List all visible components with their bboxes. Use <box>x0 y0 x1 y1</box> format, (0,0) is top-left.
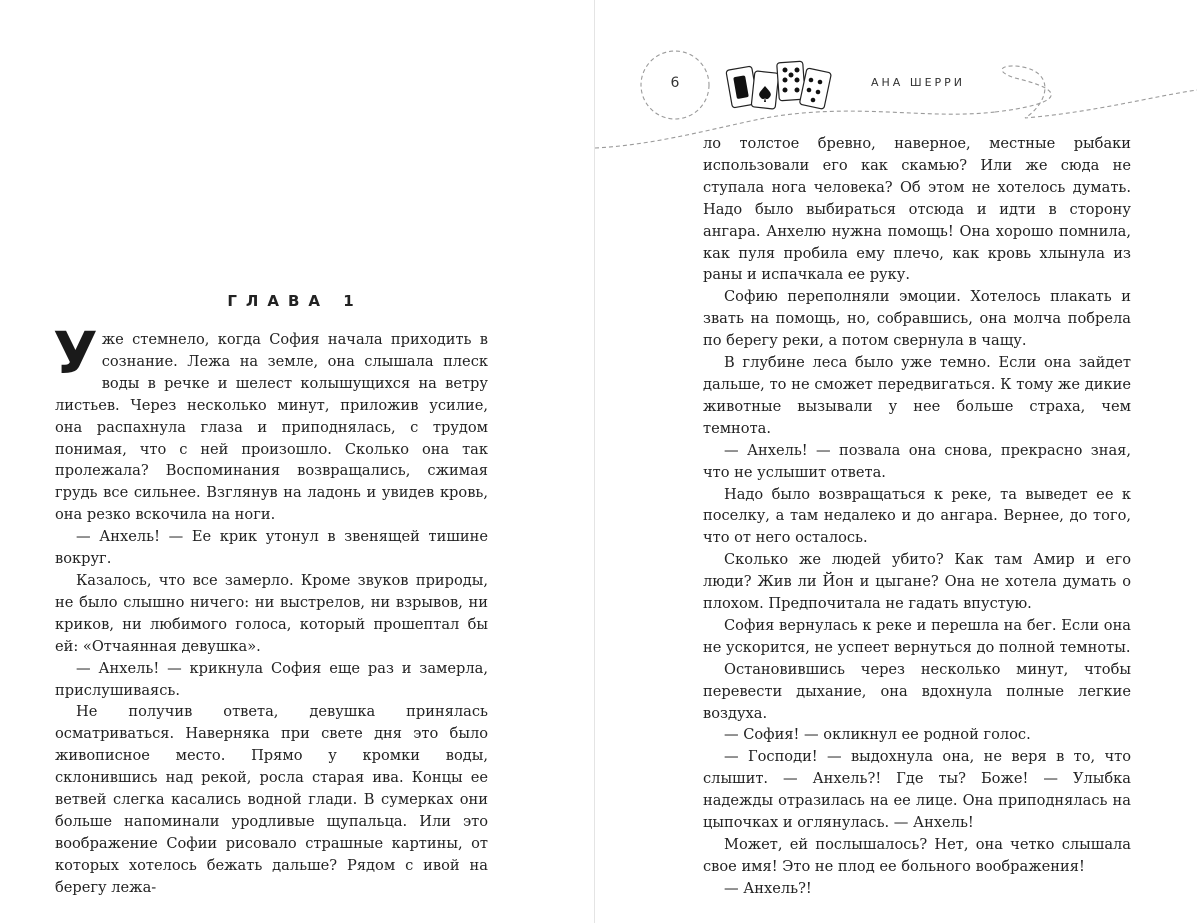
drop-cap: У <box>53 319 98 387</box>
paragraph: Не получив ответа, девушка принялась осматриваться. Наверняка при свете дня это было живописное место. Прямо у кромки воды, склонившись над рекой, росла старая ива. Концы ее ветвей слегка касались водной глади. В сумерках они больше напоминали уродливые щупальца. Или это воображение Софии рисовало страшные картины, от которых хотелось бежать дальше? Рядом с ивой на берегу лежа- <box>55 703 488 896</box>
opening-paragraph <box>53 319 488 526</box>
paragraph: — Анхель?! <box>724 879 812 897</box>
opening-paragraph-text: же стемнело, когда София начала приходить в сознание. Лежа на земле, она слышала плеск воды в речке и шелест колышущихся на ветру листьев. Через несколько минут, приложив усилие, она распахнула глаза и приподнялась, с трудом понимая, что с ней произошло. Сколько она так пролежала? Воспоминания возвращались, сжимая грудь все сильнее. Взглянув на ладонь и увидев кровь, она резко вскочила на ноги. <box>55 331 488 524</box>
playing-cards-icon <box>723 58 843 118</box>
page-header <box>595 0 1197 150</box>
chapter-title: ГЛАВА 1 <box>227 292 363 310</box>
paragraph: — София! — окликнул ее родной голос. <box>724 726 1031 744</box>
running-head-author: АНА ШЕРРИ <box>871 76 966 89</box>
paragraph: София вернулась к реке и перешла на бег. Если она не ускорится, не успеет вернуться до полной темноты. <box>703 616 1131 656</box>
paragraph: — Анхель! — позвала она снова, прекрасно зная, что не услышит ответа. <box>703 441 1131 481</box>
paragraph: Софию переполняли эмоции. Хотелось плакать и звать на помощь, но, собравшись, она молча побрела по берегу реки, а потом свернула в чащу. <box>703 288 1131 350</box>
paragraph: Сколько же людей убито? Как там Амир и его люди? Жив ли Йон и цыгане? Она не хотела думать о плохом. Предпочитала не гадать впустую. <box>703 551 1131 613</box>
paragraph: В глубине леса было уже темно. Если она зайдет дальше, то не сможет передвигаться. К тому же дикие животные вызывали у нее больше страха, чем темнота. <box>703 354 1131 437</box>
paragraph: — Господи! — выдохнула она, не веря в то, что слышит. — Анхель?! Где ты? Боже! — Улыбка надежды отразилась на ее лице. Она приподнялась на цыпочках и оглянулась. — Анхель! <box>703 748 1131 832</box>
continuation-paragraph: ло толстое бревно, наверное, местные рыбаки использовали его как скамью? Или же сюда не ступала нога человека? Об этом не хотелось думать. Надо было выбираться отсюда и идти в сторону ангара. Анхелю нужна помощь! Она хорошо помнила, как пуля пробила ему плечо, как кровь хлынула из раны и испачкала ее руку. <box>703 135 1131 284</box>
paragraph: Надо было возвращаться к реке, та выведет ее к поселку, а там недалеко и до ангара. Вернее, до того, что от него осталось. <box>703 485 1131 547</box>
right-page <box>595 0 1197 923</box>
paragraph: — Анхель! — Ее крик утонул в звенящей тишине вокруг. <box>55 528 488 568</box>
paragraph: Может, ей послышалось? Нет, она четко слышала свое имя! Это не плод ее больного воображения! <box>703 836 1131 875</box>
left-page <box>0 0 594 923</box>
header-dashed-ornament <box>595 0 1197 150</box>
right-page-text <box>703 133 1131 900</box>
paragraph: Остановившись через несколько минут, чтобы перевести дыхание, она вдохнула полные легкие воздуха. <box>703 660 1131 722</box>
left-page-text <box>53 319 488 899</box>
paragraph: Казалось, что все замерло. Кроме звуков природы, не было слышно ничего: ни выстрелов, ни взрывов, ни криков, ни любимого голоса, который прошептал бы ей: «Отчаянная девушка». <box>55 571 488 655</box>
paragraph: — Анхель! — крикнула София еще раз и замерла, прислушиваясь. <box>55 659 488 699</box>
page-number: 6 <box>670 75 680 91</box>
